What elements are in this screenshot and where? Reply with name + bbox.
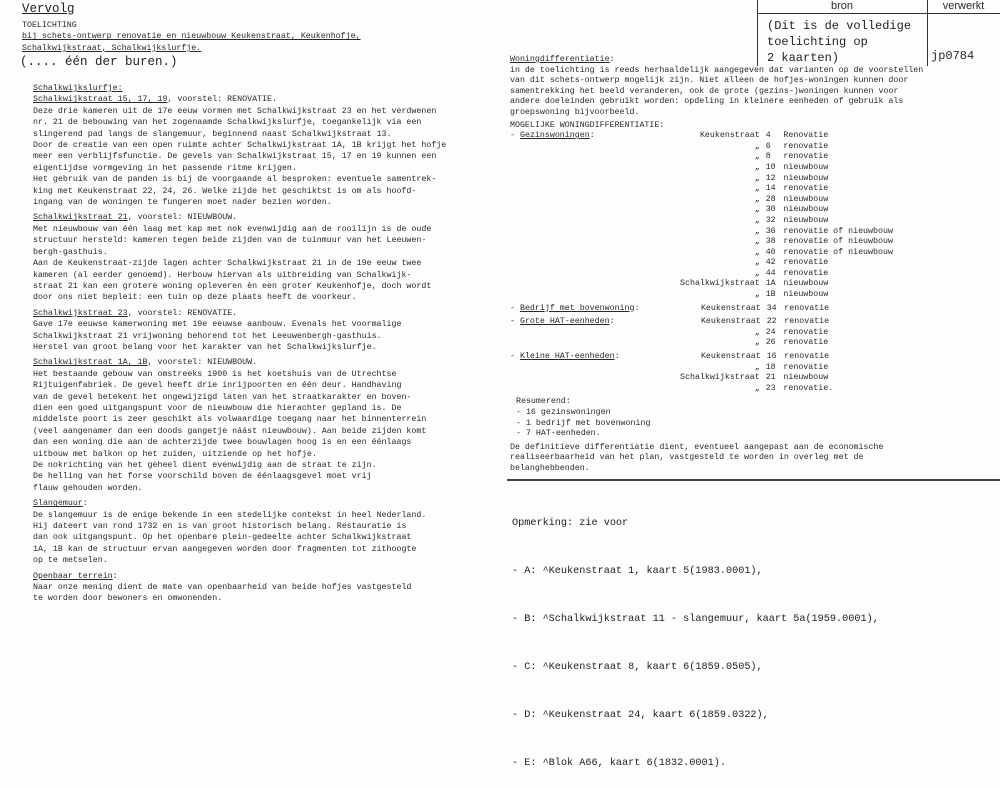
text-line: Schalkwijkstraat 21 vrijwoning behorend tot het Leeuwenbergh-gasthuis. bbox=[33, 331, 382, 341]
text-line: 1A, 1B kan de structuur ervan aangegeven worden door fragmenten tot zithoogte bbox=[33, 544, 417, 554]
status-cell: renovatie bbox=[783, 338, 829, 348]
group-label bbox=[510, 205, 608, 216]
text-line: structuur hersteld: kameren tegen beide zijden van de tuinmuur van het Leeuwen- bbox=[33, 236, 427, 246]
heading-rest: , voorstel: NIEUWBOUW. bbox=[147, 358, 258, 368]
text-line: uitbouw met balkon op het zuiden, uitziende op het hofje. bbox=[33, 449, 317, 459]
group-label bbox=[510, 290, 608, 301]
number-cell: 22 bbox=[766, 317, 777, 327]
section-heading bbox=[33, 357, 493, 368]
table-row bbox=[510, 216, 980, 227]
heading-rest: , voorstel: RENOVATIE. bbox=[167, 95, 277, 105]
table-row bbox=[510, 205, 980, 216]
archive-code: jp0784 bbox=[931, 49, 975, 63]
street-cell: Schalkwijkstraat bbox=[680, 279, 760, 289]
street-cell: „ bbox=[754, 383, 760, 393]
text-line: van dit schets-ontwerp mogelijk zijn. Niet alleen de hofjes-woningen kunnen door bbox=[510, 76, 909, 86]
number-cell: 32 bbox=[765, 215, 776, 225]
text-line: slingerend pad langs de slangemuur, beginnend naast Schalkwijkstraat 13. bbox=[33, 129, 392, 139]
text-line: realiseerbaarheid van het plan, vastgesteld te worden in overleg met de bbox=[510, 453, 864, 463]
group-label bbox=[510, 352, 620, 363]
table-row bbox=[510, 174, 980, 185]
colon: : bbox=[589, 131, 595, 141]
remark-item: - B: ^Schalkwijkstraat 11 - slangemuur, kaart 5a(1959.0001), bbox=[512, 614, 879, 625]
subtitle-line: Schalkwijkstraat, Schalkwijkslurfje. bbox=[22, 43, 202, 53]
text-line: belanghebbenden. bbox=[510, 463, 590, 473]
text-line: dan ook uitgangspunt. Op het openbare plein-gedeelte achter Schalkwijkstraat bbox=[33, 533, 412, 543]
heading-underlined: Openbaar terrein bbox=[33, 571, 113, 581]
text-line: De slangemuur is de enige bekende in een stedelijke contekst in heel Nederland. bbox=[33, 510, 427, 520]
status-cell: nieuwbouw bbox=[783, 173, 829, 183]
summary-item: - 1 bedrijf met bovenwoning bbox=[516, 418, 651, 428]
table-row bbox=[510, 373, 980, 384]
summary-title: Resumerend: bbox=[516, 397, 571, 407]
remark-block bbox=[512, 484, 879, 788]
table-row bbox=[510, 279, 980, 290]
colon: : bbox=[609, 317, 615, 327]
group-label bbox=[510, 328, 608, 339]
table-row bbox=[510, 304, 980, 315]
number-cell: 40 bbox=[765, 247, 776, 257]
number-cell: 36 bbox=[765, 226, 776, 236]
status-cell: nieuwbouw bbox=[783, 215, 829, 225]
number-cell: 24 bbox=[765, 327, 776, 337]
group-label bbox=[510, 131, 608, 142]
status-cell: renovatie of nieuwbouw bbox=[783, 247, 893, 257]
street-cell: Keukenstraat bbox=[700, 317, 761, 327]
table-row bbox=[510, 384, 980, 395]
text-line: straat 21 kan een grotere woning opleveren èn een groter Keukenhofje, doch wordt bbox=[33, 281, 432, 291]
text-line: eigentijdse vormgeving in het passende ritme krijgen. bbox=[33, 163, 297, 173]
text-line: De nokrichting van het geheel dient evenwijdig aan de straat te zijn. bbox=[33, 461, 377, 470]
text-line: Rijtuigenfabriek. De gevel heeft drie inrijpoorten en één deur. Handhaving bbox=[33, 381, 402, 391]
street-cell: Keukenstraat bbox=[699, 131, 760, 141]
number-cell: 28 bbox=[765, 194, 776, 204]
number-cell: 26 bbox=[765, 338, 776, 348]
number-cell: 42 bbox=[765, 258, 776, 268]
street-cell: „ bbox=[754, 173, 760, 183]
heading-underlined: Schalkwijkstraat 21 bbox=[33, 213, 128, 223]
section-heading bbox=[33, 571, 493, 582]
dash-prefix: - bbox=[510, 131, 520, 141]
group-label bbox=[510, 338, 608, 349]
number-cell: 1A bbox=[765, 279, 776, 289]
street-cell: „ bbox=[754, 215, 760, 225]
group-label bbox=[510, 317, 615, 328]
table-row bbox=[510, 352, 980, 363]
table-row bbox=[510, 163, 980, 174]
group-label bbox=[510, 373, 608, 384]
section bbox=[33, 571, 493, 605]
colon: : bbox=[614, 352, 620, 362]
number-cell: 21 bbox=[765, 373, 776, 383]
text-line: in de toelichting is reeds herhaaldelijk aangegeven dat varianten op de voorstellen bbox=[510, 65, 924, 75]
summary-item: - 7 HAT-eenheden. bbox=[516, 429, 601, 439]
street-cell: „ bbox=[754, 226, 760, 236]
dash-prefix: - bbox=[510, 352, 520, 362]
status-cell: renovatie bbox=[784, 317, 830, 327]
street-cell: „ bbox=[754, 362, 760, 372]
group-label bbox=[510, 384, 608, 395]
note-line: (Dit is de volledige bbox=[767, 19, 912, 33]
status-cell: renovatie of nieuwbouw bbox=[783, 226, 893, 236]
divider-line bbox=[507, 479, 1000, 481]
status-cell: nieuwbouw bbox=[783, 194, 829, 204]
group-label bbox=[510, 142, 608, 153]
colon: : bbox=[634, 303, 640, 313]
heading-underlined: Slangemuur bbox=[33, 499, 83, 509]
status-cell: renovatie of nieuwbouw bbox=[783, 237, 893, 247]
status-cell: Renovatie bbox=[783, 131, 829, 141]
number-cell: 23 bbox=[765, 383, 776, 393]
number-cell: 44 bbox=[765, 268, 776, 278]
text-line: nr. 21 de bebouwing van het zogenaamde Schalkwijkslurfje, toegankelijk via een bbox=[33, 118, 422, 128]
heading-rest: : bbox=[82, 499, 88, 509]
number-cell: 38 bbox=[765, 237, 776, 247]
table-row bbox=[510, 248, 980, 259]
section bbox=[33, 212, 493, 303]
heading-underlined: Schalkwijkstraat 15, 17, 19 bbox=[33, 95, 168, 105]
status-cell: nieuwbouw bbox=[783, 205, 829, 215]
group-label bbox=[510, 279, 608, 290]
status-cell: renovatie bbox=[783, 184, 829, 194]
number-cell: 14 bbox=[765, 184, 776, 194]
table-row bbox=[510, 131, 980, 142]
text-line: ingang van de woningen te fungeren moet nader bezien worden. bbox=[33, 198, 332, 208]
text-line: dien een goed uitgangspunt voor de nieuwbouw die hierachter gepland is. De bbox=[33, 403, 402, 413]
section-heading bbox=[33, 212, 493, 223]
dash-prefix: - bbox=[510, 303, 520, 313]
table-row bbox=[510, 258, 980, 269]
text-line: door ons niet bepleit: een tuin op deze plaats heeft de voorkeur. bbox=[33, 293, 357, 303]
text-line: meer een verblijfsfunctie. De gevels van Schalkwijkstraat 15, 17 en 19 kunnen een bbox=[33, 152, 437, 162]
section-heading bbox=[33, 498, 493, 509]
table-row bbox=[510, 338, 980, 349]
text-line: Het bestaande gebouw van omstreeks 1900 is het koetshuis van de Utrechtse bbox=[33, 369, 397, 379]
group-label bbox=[510, 237, 608, 248]
street-cell: „ bbox=[754, 290, 760, 300]
number-cell: 18 bbox=[765, 362, 776, 372]
table-title: MOGELIJKE WONINGDIFFERENTIATIE: bbox=[510, 120, 665, 130]
street-cell: „ bbox=[754, 237, 760, 247]
street-cell: „ bbox=[754, 152, 760, 162]
text-line: (veel aangenamer dan een doods gangetje náást nieuwbouw). Aan beide zijden komt bbox=[33, 426, 427, 436]
street-cell: Keukenstraat bbox=[700, 352, 761, 362]
group-label bbox=[510, 258, 608, 269]
group-label bbox=[510, 163, 608, 174]
group-label bbox=[510, 248, 608, 259]
group-label bbox=[510, 303, 640, 315]
heading-underlined: Schalkwijkstraat 23 bbox=[33, 308, 128, 318]
heading-underlined: Schalkwijkstraat 1A, 1B bbox=[33, 358, 148, 368]
group-name: Grote HAT-eenheden bbox=[519, 317, 610, 327]
heading-rest: : bbox=[112, 571, 118, 581]
quote-heading: (.... één der buren.) bbox=[20, 55, 178, 69]
status-cell: renovatie bbox=[783, 152, 829, 162]
subtitle-line: bij schets-ontwerp renovatie en nieuwbouw Keukenstraat, Keukenhofje, bbox=[22, 32, 361, 42]
heading-rest: , voorstel: RENOVATIE. bbox=[127, 308, 238, 318]
text-line: bergh-gasthuis. bbox=[33, 247, 108, 257]
group-name: Kleine HAT-eenheden bbox=[519, 352, 615, 362]
source-column-header: bron bbox=[757, 0, 927, 14]
table-row bbox=[510, 237, 980, 248]
status-cell: renovatie. bbox=[783, 383, 834, 393]
header-label: TOELICHTING bbox=[22, 21, 77, 30]
street-cell: „ bbox=[754, 162, 760, 172]
status-cell: nieuwbouw bbox=[783, 162, 829, 172]
group-label bbox=[510, 174, 608, 185]
status-cell: renovatie bbox=[784, 303, 830, 313]
number-cell: 1B bbox=[765, 290, 776, 300]
group-label bbox=[510, 184, 608, 195]
table-row bbox=[510, 227, 980, 238]
text-line: van de gevel betekent het ongewijzigd laten van het straatkarakter en boven- bbox=[33, 392, 412, 402]
text-line: Het gebruik van de panden is bij de voorgaande al besproken: eventuele samentrek- bbox=[33, 175, 437, 185]
group-name: Bedrijf met bovenwoning bbox=[519, 303, 635, 313]
table-row bbox=[510, 184, 980, 195]
status-cell: nieuwbouw bbox=[783, 373, 829, 383]
status-cell: renovatie bbox=[783, 327, 829, 337]
text-line: dan een woning die aan de achterzijde twee bouwlagen hoog is en een éénlaags bbox=[33, 438, 412, 448]
number-cell: 4 bbox=[765, 131, 771, 141]
street-cell: „ bbox=[754, 141, 760, 151]
section-heading bbox=[33, 94, 493, 105]
table-row bbox=[510, 363, 980, 374]
street-cell: „ bbox=[754, 247, 760, 257]
table-row bbox=[510, 317, 980, 328]
group-label bbox=[510, 216, 608, 227]
remark-title: Opmerking: zie voor bbox=[512, 518, 629, 529]
status-cell: nieuwbouw bbox=[783, 279, 829, 289]
section bbox=[33, 83, 493, 94]
street-cell: Schalkwijkstraat bbox=[680, 373, 760, 383]
street-cell: „ bbox=[754, 194, 760, 204]
table-row bbox=[510, 142, 980, 153]
number-cell: 16 bbox=[766, 352, 777, 362]
text-line: te worden door bewoners en omwonenden. bbox=[33, 594, 223, 604]
street-cell: „ bbox=[754, 184, 760, 194]
text-line: Hij dateert van rond 1732 en is van groot historisch belang. Restauratie is bbox=[33, 522, 407, 532]
document-header bbox=[22, 20, 361, 54]
group-name: Gezinswoningen bbox=[519, 131, 590, 141]
table-row bbox=[510, 152, 980, 163]
summary bbox=[510, 397, 980, 439]
right-column bbox=[510, 55, 980, 475]
group-label bbox=[510, 227, 608, 238]
text-line: kameren (al eerder genoemd). Herbouw hiervan als uitbreiding van Schalkwijk- bbox=[33, 270, 412, 280]
page-title: Vervolg bbox=[22, 2, 75, 16]
heading-underlined: Woningdifferentiatie bbox=[510, 55, 610, 64]
status-cell: renovatie bbox=[783, 258, 829, 268]
number-cell: 10 bbox=[765, 162, 776, 172]
table-row bbox=[510, 195, 980, 206]
number-cell: 12 bbox=[765, 173, 776, 183]
left-column bbox=[33, 83, 493, 605]
status-cell: renovatie bbox=[783, 141, 829, 151]
text-line: Herstel van groot belang voor het karakter van het Schalkwijkslurfje. bbox=[33, 342, 377, 352]
section-heading bbox=[33, 83, 493, 94]
section bbox=[33, 498, 493, 566]
heading-underlined: Schalkwijkslurfje: bbox=[33, 84, 123, 93]
heading-rest: , voorstel: NIEUWBOUW. bbox=[127, 213, 238, 223]
text-line: op te metselen. bbox=[33, 556, 108, 566]
group-label bbox=[510, 363, 608, 374]
street-cell: Keukenstraat bbox=[700, 303, 761, 313]
status-cell: renovatie bbox=[783, 268, 829, 278]
text-line: Door de creatie van een open ruimte achter Schalkwijkstraat 1A, 1B krijgt het hofje bbox=[33, 141, 447, 151]
group-label bbox=[510, 269, 608, 280]
section bbox=[33, 94, 493, 208]
dash-prefix: - bbox=[510, 317, 520, 327]
text-line: Deze drie kameren uit de 17e eeuw vormen met Schalkwijkstraat 23 en het verdwenen bbox=[33, 106, 437, 116]
section bbox=[33, 308, 493, 354]
street-cell: „ bbox=[754, 268, 760, 278]
text-line: groepswoning bijvoorbeeld. bbox=[510, 107, 640, 117]
text-line: De definitieve differentiatie dient, eventueel aangepast aan de economische bbox=[510, 442, 884, 452]
text-line: flauw gehouden worden. bbox=[33, 483, 143, 493]
street-cell: „ bbox=[754, 327, 760, 337]
remark-item: - C: ^Keukenstraat 8, kaart 6(1859.0505), bbox=[512, 662, 763, 673]
summary-item: - 16 gezinswoningen bbox=[516, 408, 611, 417]
processed-column-header: verwerkt bbox=[927, 0, 1000, 14]
text-line: Naar onze mening dient de mate van openbaarheid van beide hofjes vastgesteld bbox=[33, 583, 412, 593]
heading-rest: : bbox=[609, 55, 615, 64]
text-line: king met Keukenstraat 22, 24, 26. Welke zijde het geschiktst is om als hoofd- bbox=[33, 186, 417, 196]
status-cell: nieuwbouw bbox=[783, 290, 829, 300]
remark-item: - E: ^Blok A66, kaart 6(1832.0001). bbox=[512, 758, 726, 769]
street-cell: „ bbox=[754, 258, 760, 268]
number-cell: 30 bbox=[765, 205, 776, 215]
section bbox=[33, 357, 493, 494]
number-cell: 8 bbox=[765, 152, 771, 162]
status-cell: renovatie bbox=[784, 352, 830, 362]
text-line: samentrekking het beeld veranderen, ook de grote (gezins-)woningen kunnen voor bbox=[510, 86, 899, 96]
section-heading bbox=[510, 55, 980, 66]
number-cell: 34 bbox=[766, 303, 777, 313]
section-heading bbox=[33, 308, 493, 319]
table-row bbox=[510, 269, 980, 280]
group-label bbox=[510, 195, 608, 206]
table-row bbox=[510, 328, 980, 339]
table-row bbox=[510, 290, 980, 301]
note-line: 2 kaarten) bbox=[767, 51, 840, 65]
number-cell: 6 bbox=[765, 141, 771, 151]
street-cell: „ bbox=[754, 338, 760, 348]
text-line: De helling van het forse voorschild boven de éénlaagsgevel moet vrij bbox=[33, 472, 372, 482]
text-line: Gave 17e eeuwse kamerwoning met 19e eeuwse aanbouw. Evenals het voormalige bbox=[33, 320, 402, 330]
street-cell: „ bbox=[754, 205, 760, 215]
group-label bbox=[510, 152, 608, 163]
text-line: andere doeleinden gebruikt worden: opdeling in kleinere eenheden of gebruik als bbox=[510, 97, 904, 107]
text-line: Aan de Keukenstraat-zijde lagen achter Schalkwijkstraat 21 in de 19e eeuw twee bbox=[33, 259, 422, 269]
text-line: middelste poort is zeer geschikt als volwaardige toegang naar het binnenterrein bbox=[33, 415, 427, 425]
status-cell: renovatie bbox=[783, 362, 829, 372]
remark-item: - D: ^Keukenstraat 24, kaart 6(1859.0322), bbox=[512, 710, 769, 721]
text-line: Met nieuwbouw van één laag met kap met nok evenwijdig aan de rooilijn is de oude bbox=[33, 224, 432, 234]
note-line: toelichting op bbox=[767, 35, 868, 49]
remark-item: - A: ^Keukenstraat 1, kaart 5(1983.0001), bbox=[512, 566, 763, 577]
